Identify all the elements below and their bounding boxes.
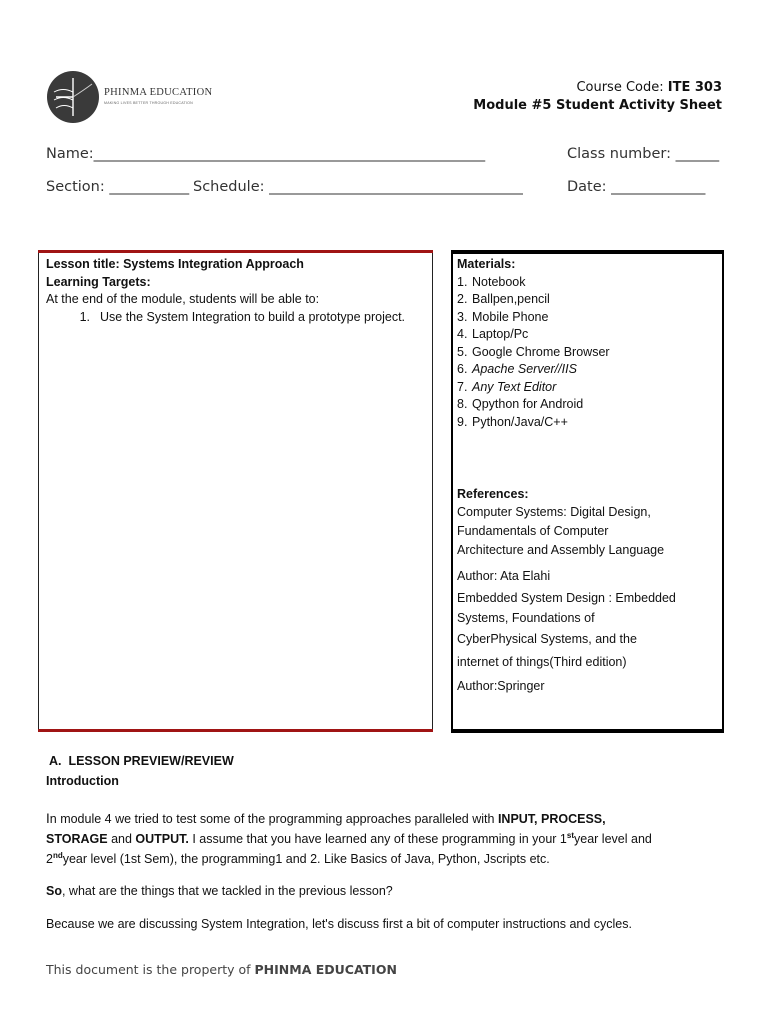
reference-2-line: Systems, Foundations of (457, 611, 595, 625)
material-item: 3. Mobile Phone (457, 309, 549, 324)
material-item: 9. Python/Java/C++ (457, 414, 568, 429)
schedule-field[interactable]: Schedule: ___________________________________ (193, 179, 523, 195)
logo-brand-text: PHINMA EDUCATION (104, 87, 213, 98)
materials-box-top-border (451, 250, 724, 254)
materials-section (457, 256, 719, 431)
phinma-emblem-icon (46, 70, 100, 124)
reference-2-line: Embedded System Design : Embedded (457, 591, 676, 605)
module-title: Module #5 Student Activity Sheet (473, 98, 722, 113)
materials-box-bottom-border (451, 729, 724, 733)
references-section (457, 486, 719, 697)
reference-1-line: Architecture and Assembly Language (457, 543, 665, 557)
intro-paragraph-3: Because we are discussing System Integration, let's discuss first a bit of computer instructions and cycles. (46, 917, 632, 931)
lesson-box-bottom-border (38, 729, 433, 732)
material-item: 1. Notebook (457, 274, 526, 289)
class-number-field[interactable]: Class number: ______ (567, 146, 720, 162)
learning-target-number: 1. (79, 309, 90, 324)
reference-1-line: Fundamentals of Computer (457, 524, 609, 538)
learning-target-item (46, 309, 431, 327)
intro-paragraph-2: So, what are the things that we tackled in the previous lesson? (46, 884, 393, 898)
logo-tagline: MAKING LIVES BETTER THROUGH EDUCATION (104, 101, 193, 105)
section-a-heading: A. LESSON PREVIEW/REVIEW (49, 754, 234, 768)
references-label: References: (457, 487, 529, 501)
lesson-title: Lesson title: Systems Integration Approach (46, 257, 304, 271)
reference-2-line: CyberPhysical Systems, and the (457, 632, 637, 646)
material-item: 8. Qpython for Android (457, 397, 584, 411)
introduction-heading: Introduction (46, 774, 119, 788)
phinma-logo (46, 70, 216, 126)
reference-2-line: internet of things(Third edition) (457, 655, 627, 669)
materials-label: Materials: (457, 257, 516, 271)
name-field[interactable]: Name:______________________________________________________ (46, 146, 486, 162)
material-item: 6. Apache Server//IIS (457, 362, 577, 376)
section-field[interactable]: Section: ___________ (46, 179, 190, 195)
reference-1-line: Computer Systems: Digital Design, (457, 505, 651, 519)
learning-targets-intro: At the end of the module, students will be able to: (46, 292, 320, 306)
material-item: 2. Ballpen,pencil (457, 292, 550, 306)
lesson-box-top-border (38, 250, 433, 253)
learning-target-text: Use the System Integration to build a prototype project. (100, 309, 406, 324)
lesson-content (46, 256, 431, 326)
course-code: Course Code: ITE 303 (576, 80, 722, 95)
reference-1-author: Author: Ata Elahi (457, 569, 551, 583)
learning-targets-label: Learning Targets: (46, 274, 151, 289)
date-field[interactable]: Date: _____________ (567, 179, 706, 195)
reference-2-author: Author:Springer (457, 679, 545, 693)
material-item: 7. Any Text Editor (457, 379, 557, 394)
intro-paragraph-1: In module 4 we tried to test some of the programming approaches paralleled with INPUT, PROCESS, STORAGE and OUTPUT. I assume that you have learned any of these programming in your 1styear level and 2ndyear level (1st Sem), the programming1 and 2. Like Basics of Java, Python, Jscripts etc. (46, 811, 652, 866)
material-item: 5. Google Chrome Browser (457, 344, 610, 359)
materials-list (457, 274, 719, 432)
material-item: 4. Laptop/Pc (457, 327, 529, 341)
footer-note: This document is the property of PHINMA EDUCATION (46, 962, 397, 977)
